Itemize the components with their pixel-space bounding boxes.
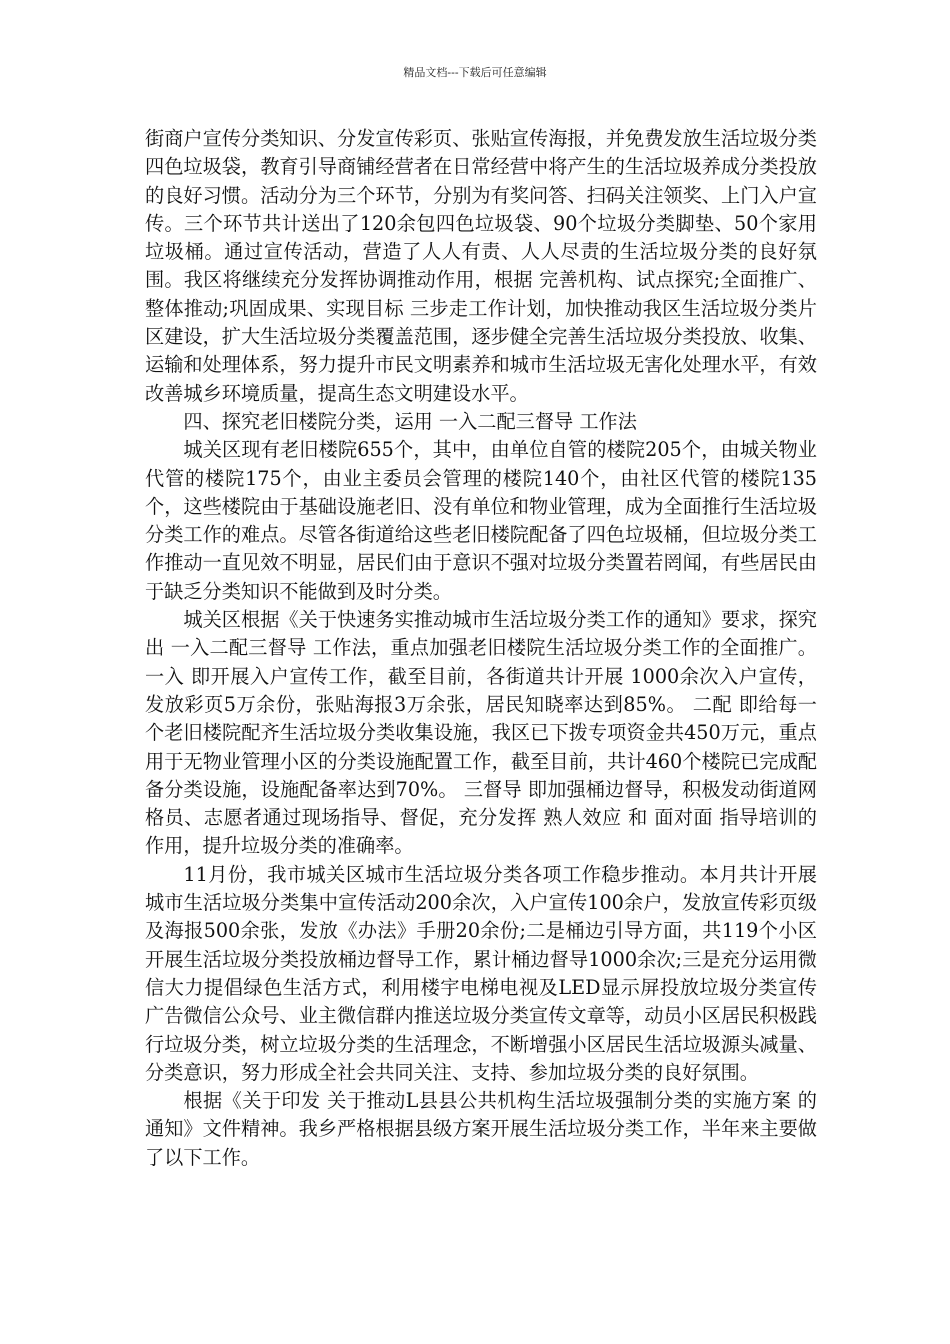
document-body bbox=[145, 125, 817, 1172]
page-header: 精品文档---下载后可任意编辑 bbox=[403, 66, 547, 79]
paragraph-continuation: 街商户宣传分类知识、分发宣传彩页、张贴宣传海报，并免费发放生活垃圾分类四色垃圾袋，教育引导商铺经营者在日常经营中将产生的生活垃圾养成分类投放的良好习惯。活动分为三个环节，分别为有奖问答、扫码关注领奖、上门入户宣传。三个环节共计送出了120余包四色垃圾袋、90个垃圾分类脚垫、50个家用垃圾桶。通过宣传活动，营造了人人有责、人人尽责的生活垃圾分类的良好氛围。我区将继续充分发挥协调推动作用，根据 完善机构、试点探究;全面推广、整体推动;巩固成果、实现目标 三步走工作计划，加快推动我区生活垃圾分类片区建设，扩大生活垃圾分类覆盖范围，逐步健全完善生活垃圾分类投放、收集、运输和处理体系，努力提升市民文明素养和城市生活垃圾无害化处理水平，有效改善城乡环境质量，提高生态文明建设水平。 bbox=[145, 127, 817, 405]
paragraph-county-plan: 根据《关于印发 关于推动L县县公共机构生活垃圾强制分类的实施方案 的通知》文件精神。我乡严格根据县级方案开展生活垃圾分类工作，半年来主要做了以下工作。 bbox=[145, 1089, 817, 1169]
paragraph-old-buildings: 城关区现有老旧楼院655个，其中，由单位自管的楼院205个，由城关物业代管的楼院175个，由业主委员会管理的楼院140个，由社区代管的楼院135个，这些楼院由于基础设施老旧、没有单位和物业管理，成为全面推行生活垃圾分类工作的难点。尽管各街道给这些老旧楼院配备了四色垃圾桶，但垃圾分类工作推动一直见效不明显，居民们由于意识不强对垃圾分类置若罔闻，有些居民由于缺乏分类知识不能做到及时分类。 bbox=[145, 438, 817, 603]
paragraph-november: 11月份，我市城关区城市生活垃圾分类各项工作稳步推动。本月共计开展城市生活垃圾分类集中宣传活动200余次，入户宣传100余户，发放宣传彩页级及海报500余张，发放《办法》手册20余份;二是桶边引导方面，共119个小区开展生活垃圾分类投放桶边督导工作，累计桶边督导1000余次;三是充分运用微信大力提倡绿色生活方式，利用楼宇电梯电视及LED显示屏投放垃圾分类宣传广告微信公众号、业主微信群内推送垃圾分类宣传文章等，动员小区居民积极践行垃圾分类，树立垃圾分类的生活理念，不断增强小区居民生活垃圾源头减量、分类意识，努力形成全社会共同关注、支持、参加垃圾分类的良好氛围。 bbox=[145, 862, 817, 1084]
paragraph-method: 城关区根据《关于快速务实推动城市生活垃圾分类工作的通知》要求，探究出 一入二配三督导 工作法，重点加强老旧楼院生活垃圾分类工作的全面推广。 一入 即开展入户宣传工作，截至目前，各街道共计开展 1000余次入户宣传，发放彩页5万余份，张贴海报3万余张，居民知晓率达到85%。 二配 即给每一个老旧楼院配齐生活垃圾分类收集设施，我区已下拨专项资金共450万元，重点用于无物业管理小区的分类设施配置工作，截至目前，共计460个楼院已完成配备分类设施，设施配备率达到70%。 三督导 即加强桶边督导，积极发动街道网格员、志愿者通过现场指导、督促，充分发挥 熟人效应 和 面对面 指导培训的作用，提升垃圾分类的准确率。 bbox=[145, 608, 817, 858]
section-heading: 四、探究老旧楼院分类，运用 一入二配三督导 工作法 bbox=[183, 409, 637, 433]
